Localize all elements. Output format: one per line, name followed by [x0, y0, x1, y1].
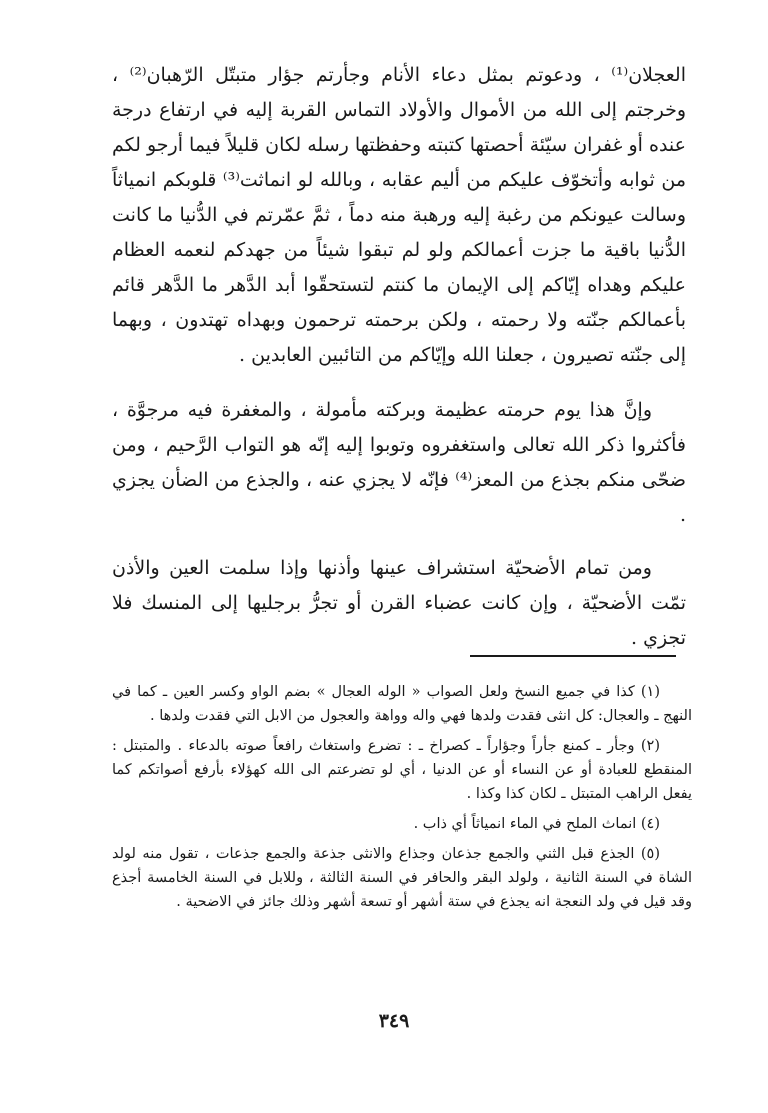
footnote-2: (٢) وجأر ـ كمنع جأراً وجؤاراً ـ كصراخ ـ : تضرع واستغاث رافعاً صوته بالدعاء . والمتبتل : المنقطع للعبادة أو عن النساء أو عن الدنيا ، أي لو تضرعتم الى الله كهؤلاء بأرفع أصواتكم كما يفعل الراهب المتبتل ـ لكان كذا وكذا .: [112, 738, 692, 802]
footnote-1: (١) كذا في جميع النسخ ولعل الصواب « الوله العجال » بضم الواو وكسر العين ـ كما في النهج ـ والعجال: كل انثى فقدت ولدها فهي واله وواهة والعجول من الابل التي فقدت ولدها .: [112, 684, 692, 724]
paragraph-1: العجلان⁽¹⁾ ، ودعوتم بمثل دعاء الأنام وجأرتم جؤار متبتّل الرّهبان⁽²⁾ ، وخرجتم إلى الله من الأموال والأولاد التماس القربة إليه في ارتفاع درجة عنده أو غفران سيّئة أحصتها كتبته وحفظتها رسله لكان قليلاً فيما أرجو لكم من ثوابه وأتخوّف عليكم من أليم عقابه ، وبالله لو انماثت⁽³⁾ قلوبكم انمياثاً وسالت عيونكم من رغبة إليه ورهبة منه دماً ، ثمَّ عمّرتم في الدُّنيا ما كانت الدُّنيا باقية ما جزت أعمالكم ولو لم تبقوا شيئاً من جهدكم لنعمه العظام عليكم وهداه إيّاكم إلى الإيمان ما كنتم لتستحقّوا أبد الدَّهر ما الدَّهر قائم بأعمالكم جنّته ولا رحمته ، ولكن برحمته ترحمون وبهداه تهتدون ، وبهما إلى جنّته تصيرون ، جعلنا الله وإيّاكم من التائبين العابدين .: [112, 64, 686, 366]
paragraph-3: ومن تمام الأضحيّة استشراف عينها وأذنها وإذا سلمت العين والأذن تمّت الأضحيّة ، وإن كانت عضباء القرن أو تجرُّ برجليها إلى المنسك فلا تجزي .: [112, 557, 686, 649]
footnote-4: (٤) انماث الملح في الماء انمياثاً أي ذاب .: [413, 816, 660, 832]
page-number: ٣٤٩: [378, 1010, 410, 1032]
paragraph-2: وإنَّ هذا يوم حرمته عظيمة وبركته مأمولة ، والمغفرة فيه مرجوَّة ، فأكثروا ذكر الله تعالى واستغفروه وتوبوا إليه إنّه هو التواب الرَّحيم ، ومن ضحّى منكم بجذع من المعز⁽⁴⁾ فإنّه لا يجزي عنه ، والجذع من الضأن يجزي .: [112, 399, 686, 526]
footnote-5: (٥) الجذع قبل الثني والجمع جذعان وجذاع والانثى جذعة والجمع جذعات ، تقول منه لولد الشاة في السنة الثانية ، ولولد البقر والحافر في السنة الثالثة ، وللابل في السنة الخامسة أجذع وقد قيل في ولد النعجة انه يجذع في ستة أشهر أو تسعة أشهر وذلك جائز في الاضحية .: [112, 846, 692, 910]
footnote-separator: [470, 655, 676, 657]
main-text: [112, 58, 686, 656]
footnotes: [112, 680, 692, 920]
